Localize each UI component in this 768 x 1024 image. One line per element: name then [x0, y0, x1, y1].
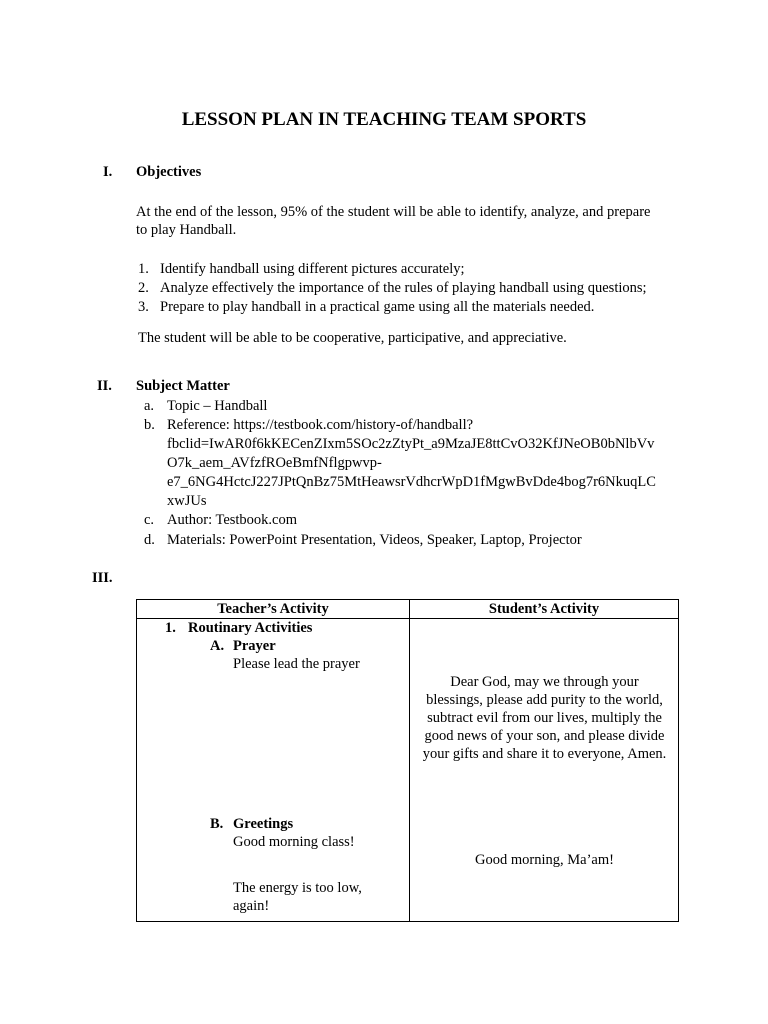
student-greeting: Good morning, Ma’am!	[475, 852, 614, 868]
student-prayer-line-1: Dear God, may we through your	[450, 674, 639, 690]
section-3-numeral: III.	[92, 570, 113, 586]
objective-3-text: Prepare to play handball in a practical game using all the materials needed.	[160, 299, 595, 315]
energy-remark-line-1: The energy is too low,	[233, 880, 362, 896]
subject-item-materials: Materials: PowerPoint Presentation, Videos, Speaker, Laptop, Projector	[167, 532, 582, 548]
student-prayer-line-4: good news of your son, and please divide	[424, 728, 665, 744]
teacher-activity-cell	[137, 619, 410, 922]
energy-remark-line-2: again!	[233, 898, 270, 914]
student-activity-header: Student’s Activity	[410, 600, 679, 619]
section-2-numeral: II.	[97, 378, 112, 394]
section-1-numeral: I.	[103, 164, 113, 180]
objective-1-number: 1.	[138, 261, 149, 277]
subject-item-topic: Topic – Handball	[167, 398, 268, 414]
subject-item-d-letter: d.	[144, 532, 155, 548]
reference-line-1: Reference: https://testbook.com/history-of/handball?	[167, 417, 474, 433]
objectives-intro-line-2: to play Handball.	[136, 222, 237, 238]
reference-line-2: fbclid=IwAR0f6kKECenZIxm5SOc2zZtyPt_a9MzaJE8ttCvO32KfJNeOB0bNlbVv	[167, 436, 655, 452]
subject-item-b-letter: b.	[144, 417, 155, 433]
teacher-activity-header: Teacher’s Activity	[137, 600, 410, 619]
prayer-instruction: Please lead the prayer	[233, 656, 360, 672]
activity-table-row	[137, 619, 679, 922]
reference-line-3: O7k_aem_AVfzfROeBmfNflgpwvp-	[167, 455, 382, 471]
student-prayer-line-5: your gifts and share it to everyone, Amen.	[422, 746, 667, 762]
subject-item-a-letter: a.	[144, 398, 155, 414]
student-prayer-line-2: blessings, please add purity to the world,	[426, 692, 663, 708]
objectives-intro-line-1: At the end of the lesson, 95% of the student will be able to identify, analyze, and prepare	[136, 204, 651, 220]
reference-line-4: e7_6NG4HctcJ227JPtQnBz75MtHeawsrVdhcrWpD1fMgwBvDde4bog7r6NkuqLC	[167, 474, 656, 490]
prayer-label: Prayer	[233, 638, 276, 654]
objective-1-text: Identify handball using different pictures accurately;	[160, 261, 465, 277]
greetings-label: Greetings	[233, 816, 294, 832]
objectives-closing: The student will be able to be cooperative, participative, and appreciative.	[138, 330, 567, 346]
greetings-letter: B.	[210, 816, 224, 832]
subject-item-c-letter: c.	[144, 512, 155, 528]
objective-3-number: 3.	[138, 299, 149, 315]
activity-table	[136, 599, 679, 922]
objective-2-text: Analyze effectively the importance of the rules of playing handball using questions;	[160, 280, 647, 296]
prayer-letter: A.	[210, 638, 225, 654]
greetings-text: Good morning class!	[233, 834, 355, 850]
reference-line-5: xwJUs	[167, 493, 207, 509]
routinary-label: Routinary Activities	[188, 620, 313, 636]
section-2-heading: Subject Matter	[136, 378, 230, 394]
subject-item-author: Author: Testbook.com	[167, 512, 298, 528]
student-prayer-line-3: subtract evil from our lives, multiply the	[427, 710, 662, 726]
routinary-number: 1.	[165, 620, 176, 636]
student-activity-cell	[410, 619, 679, 922]
section-1-heading: Objectives	[136, 164, 202, 180]
activity-table-header-row	[137, 600, 679, 619]
objective-2-number: 2.	[138, 280, 149, 296]
document-title: LESSON PLAN IN TEACHING TEAM SPORTS	[181, 109, 587, 130]
